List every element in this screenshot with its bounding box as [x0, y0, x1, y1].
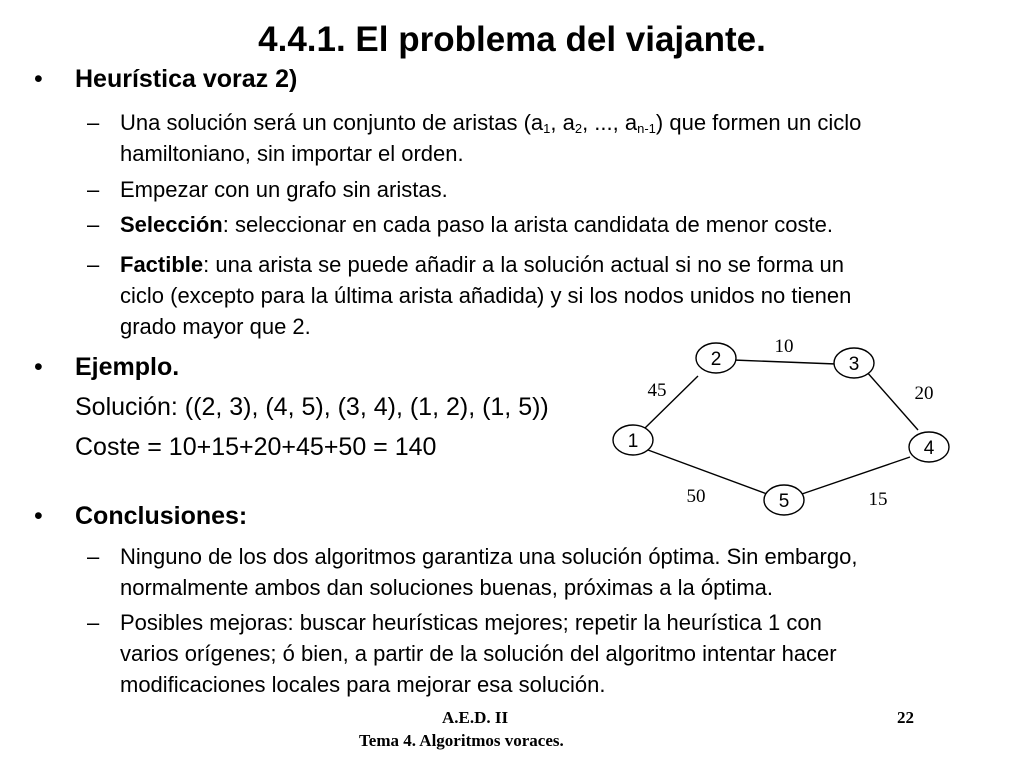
conclusions-item-2-line-1: Posibles mejoras: buscar heurísticas mejores; repetir la heurística 1 con	[120, 610, 822, 635]
edge-1-5	[648, 450, 767, 494]
conclusions-item-2-line-3: modificaciones locales para mejorar esa solución.	[120, 672, 606, 697]
node-label: 3	[848, 354, 860, 375]
bullet-marker: •	[34, 65, 43, 93]
bullet-marker: •	[34, 353, 43, 381]
footer-course: A.E.D. II	[442, 708, 509, 727]
heuristic-item-4-line-1: Factible: una arista se puede añadir a la solución actual si no se forma un	[120, 252, 844, 277]
example-heading: Ejemplo.	[75, 353, 180, 381]
term-seleccion: Selección	[120, 212, 223, 237]
heuristic-item-4-line-3: grado mayor que 2.	[120, 314, 311, 339]
heuristic-item-2: Empezar con un grafo sin aristas.	[120, 177, 448, 202]
conclusions-heading: Conclusiones:	[75, 502, 248, 530]
term-factible: Factible	[120, 252, 204, 277]
node-label: 1	[627, 431, 639, 452]
dash-marker: –	[87, 110, 100, 135]
dash-marker: –	[87, 544, 100, 569]
edge-2-3	[733, 360, 836, 364]
node-label: 5	[778, 491, 790, 512]
bullet-marker: •	[34, 502, 43, 530]
edge-3-4	[866, 371, 918, 430]
tsp-graph	[600, 330, 960, 520]
edge-weight: 50	[686, 486, 706, 507]
dash-marker: –	[87, 212, 100, 237]
heuristic-item-1-line-2: hamiltoniano, sin importar el orden.	[120, 141, 464, 166]
page-title: 4.4.1. El problema del viajante.	[258, 20, 766, 59]
edge-weight: 45	[647, 380, 667, 401]
heuristic-item-3: Selección: seleccionar en cada paso la arista candidata de menor coste.	[120, 212, 833, 237]
edge-weight: 10	[774, 336, 794, 357]
heuristic-item-4-line-2: ciclo (excepto para la última arista añadida) y si los nodos unidos no tienen	[120, 283, 852, 308]
example-cost: Coste = 10+15+20+45+50 = 140	[75, 433, 437, 461]
example-solution: Solución: ((2, 3), (4, 5), (3, 4), (1, 2), (1, 5))	[75, 393, 549, 421]
conclusions-item-1-line-2: normalmente ambos dan soluciones buenas, próximas a la óptima.	[120, 575, 774, 600]
dash-marker: –	[87, 177, 100, 202]
heuristic-item-1-line-1: Una solución será un conjunto de aristas ($a_1$, $a_2$, ..., $a_{n-1}$) que formen un ciclo	[120, 110, 862, 136]
edge-weight: 20	[914, 383, 934, 404]
conclusions-item-2-line-2: varios orígenes; ó bien, a partir de la solución del algoritmo intentar hacer	[120, 641, 837, 666]
heuristic-heading: Heurística voraz 2)	[75, 65, 298, 93]
dash-marker: –	[87, 252, 100, 277]
footer-topic: Tema 4. Algoritmos voraces.	[359, 731, 564, 750]
dash-marker: –	[87, 610, 100, 635]
page-number: 22	[897, 708, 914, 727]
edge-weight: 15	[868, 489, 888, 510]
node-label: 4	[923, 438, 935, 459]
edge-5-4	[799, 457, 910, 495]
node-label: 2	[710, 349, 722, 370]
conclusions-item-1-line-1: Ninguno de los dos algoritmos garantiza una solución óptima. Sin embargo,	[120, 544, 858, 569]
